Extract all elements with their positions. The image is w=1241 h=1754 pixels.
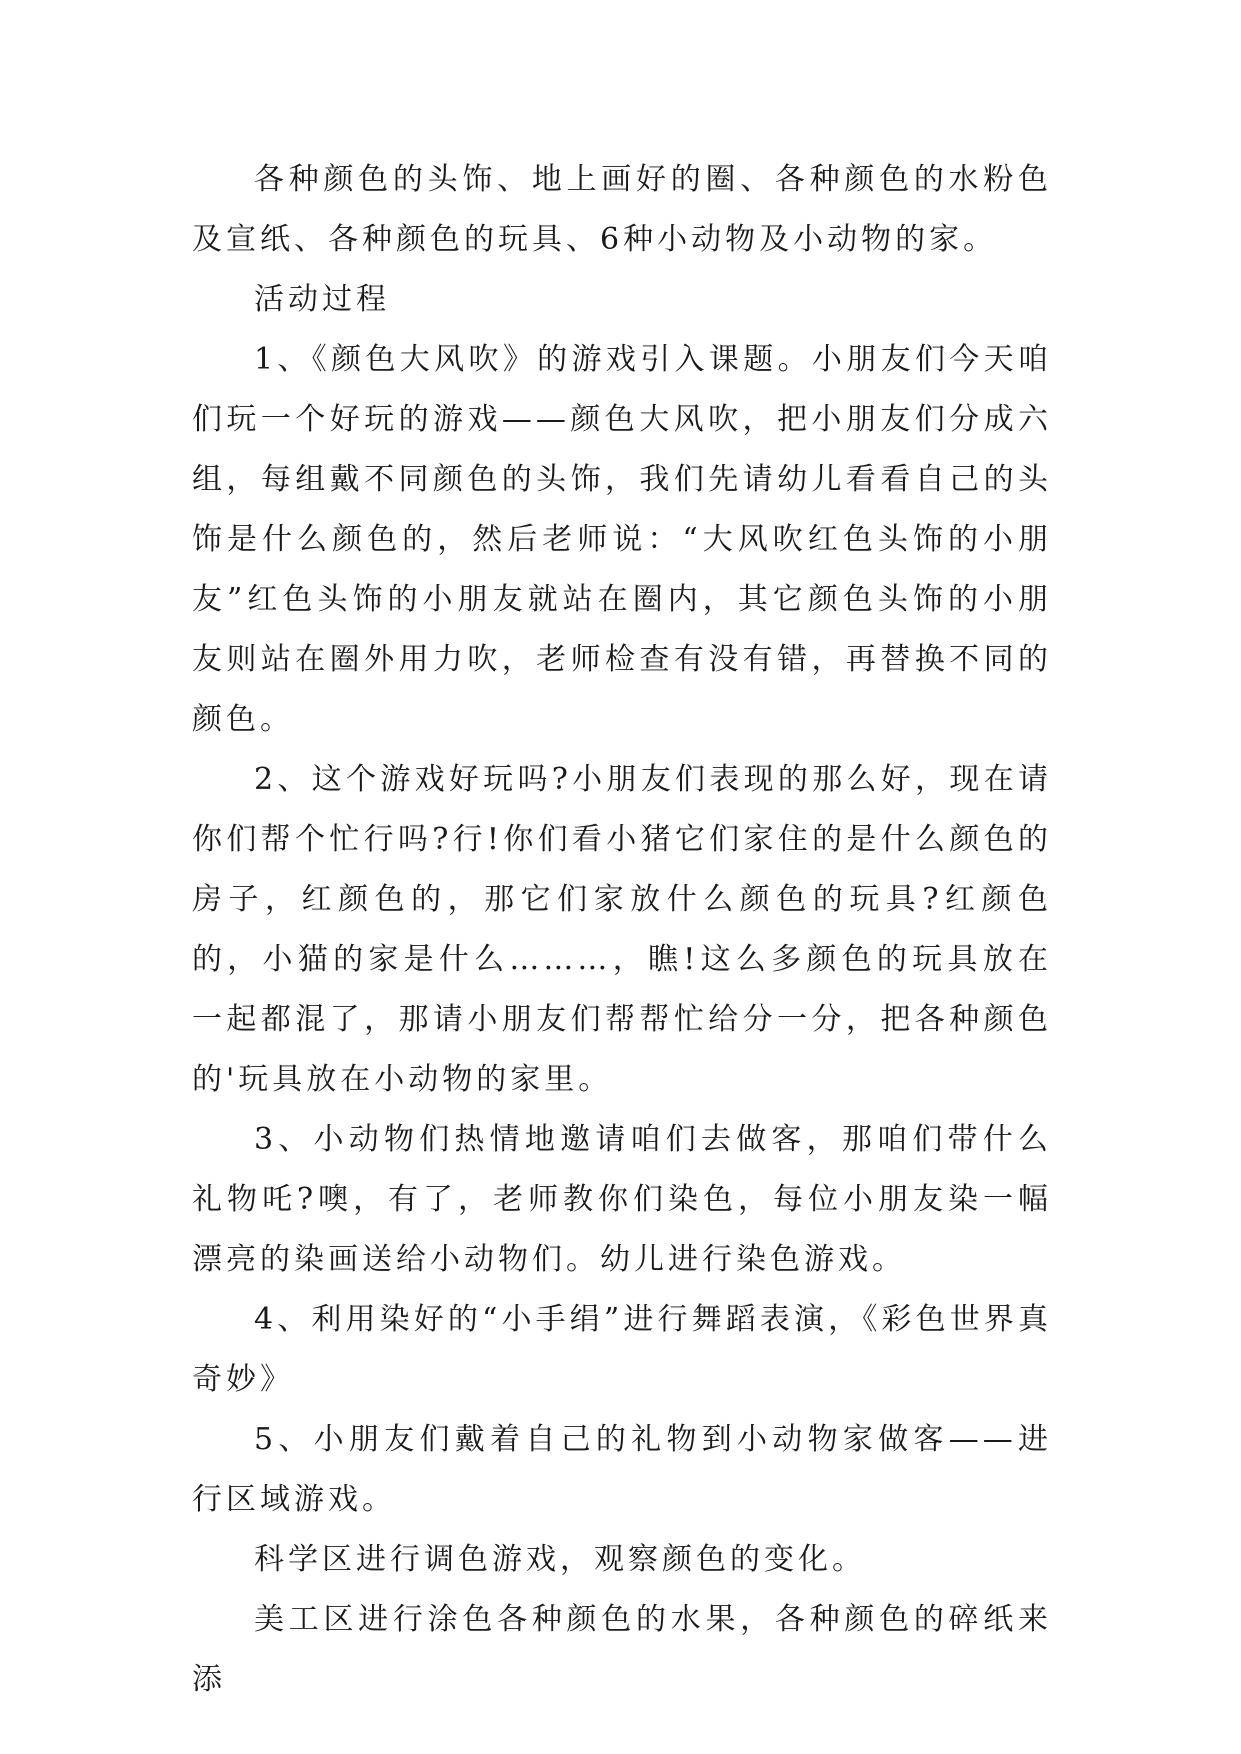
paragraph-science-area: 科学区进行调色游戏，观察颜色的变化。 [254, 1542, 866, 1577]
paragraph-step-3: 3、小动物们热情地邀请咱们去做客，那咱们带什么礼物吒?噢，有了，老师教你们染色，每位小朋友染一幅漂亮的染画送给小动物们。幼儿进行染色游戏。 [192, 1122, 1052, 1277]
heading-activity-process: 活动过程 [254, 282, 390, 317]
paragraph-step-5: 5、小朋友们戴着自己的礼物到小动物家做客——进行区域游戏。 [192, 1422, 1052, 1517]
paragraph-materials: 各种颜色的头饰、地上画好的圈、各种颜色的水粉色及宣纸、各种颜色的玩具、6种小动物及小动物的家。 [192, 162, 1052, 257]
paragraph-step-1: 1、《颜色大风吹》的游戏引入课题。小朋友们今天咱们玩一个好玩的游戏——颜色大风吹，把小朋友们分成六组，每组戴不同颜色的头饰，我们先请幼儿看看自己的头饰是什么颜色的，然后老师说：“大风吹红色头饰的小朋友”红色头饰的小朋友就站在圈内，其它颜色头饰的小朋友则站在圈外用力吹，老师检查有没有错，再替换不同的颜色。 [192, 342, 1052, 737]
paragraph-step-4: 4、利用染好的“小手绢”进行舞蹈表演，《彩色世界真奇妙》 [192, 1302, 1052, 1397]
document-page [192, 150, 1052, 1710]
paragraph-step-2: 2、这个游戏好玩吗?小朋友们表现的那么好，现在请你们帮个忙行吗?行!你们看小猪它们家住的是什么颜色的房子，红颜色的，那它们家放什么颜色的玩具?红颜色的，小猫的家是什么………，瞧!这么多颜色的玩具放在一起都混了，那请小朋友们帮帮忙给分一分，把各种颜色的'玩具放在小动物的家里。 [192, 762, 1052, 1097]
paragraph-art-area: 美工区进行涂色各种颜色的水果，各种颜色的碎纸来添 [192, 1602, 1052, 1697]
